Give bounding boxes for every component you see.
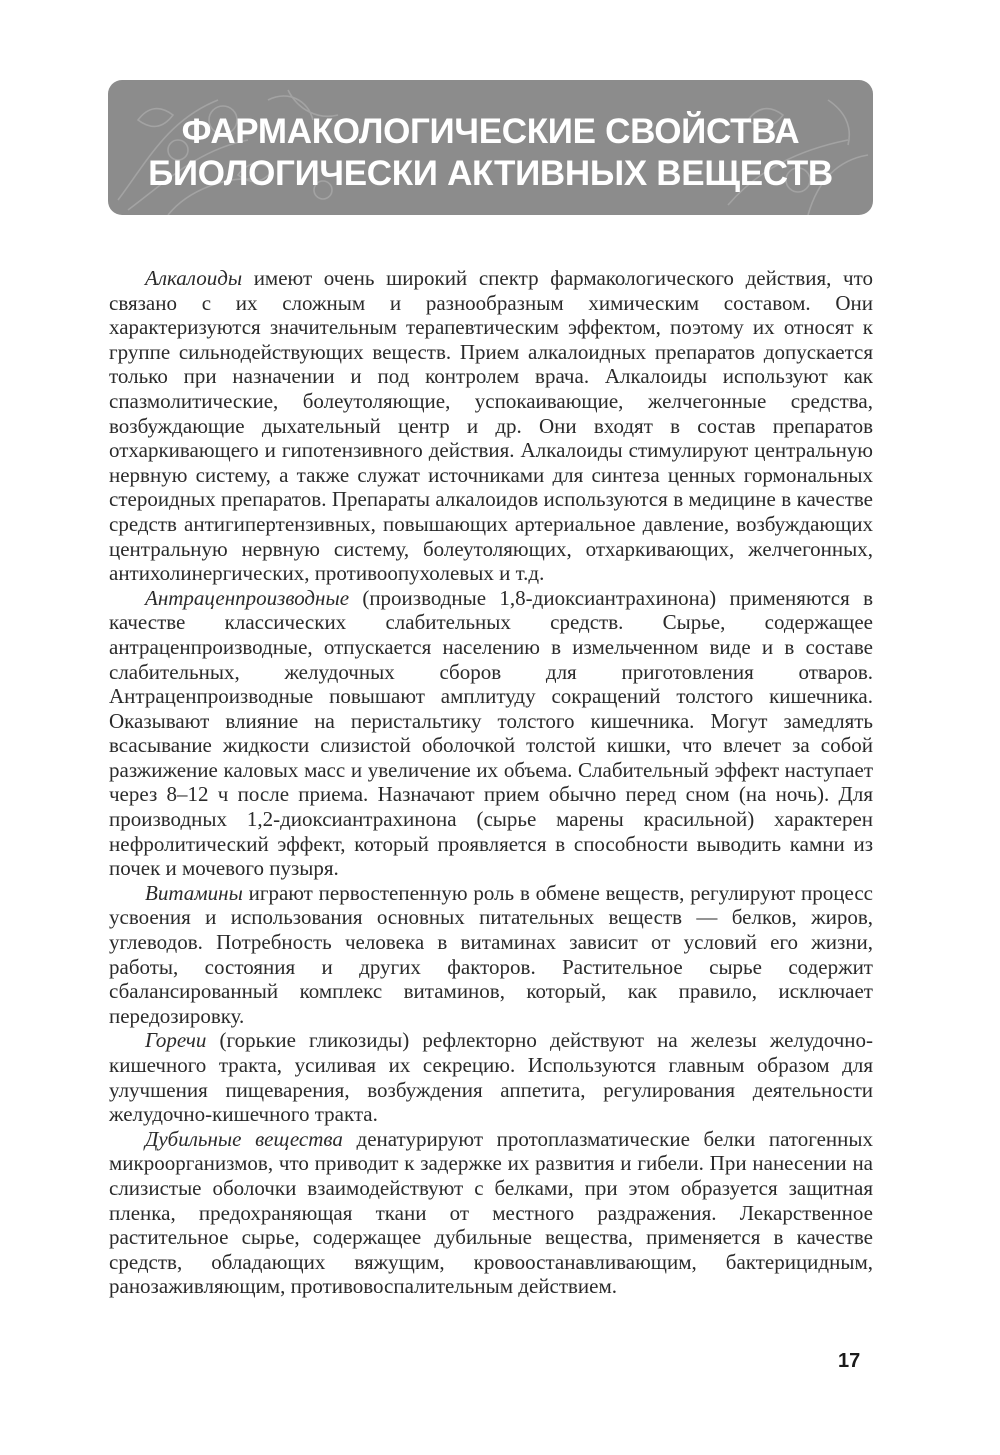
- term-bitters: Горечи: [145, 1028, 207, 1053]
- paragraph-anthracene-derivatives: [109, 586, 873, 881]
- paragraph-vitamins: [109, 881, 873, 1029]
- paragraph-bitters: [109, 1028, 873, 1126]
- paragraph-text: денатурируют протоплазматические белки патогенных микроорганизмов, что приводит к задержке их развития и гибели. При нанесении на слизистые оболочки взаимодействуют с белками, при этом образуется защитная пленка, предохраняющая ткани от местного раздражения. Лекарственное растительное сырье, содержащее дубильные вещества, применяется в качестве средств, обладающих вяжущим, кровоостанавливающим, бактерицидным, ранозаживляющим, противовоспалительным действием.: [109, 1126, 873, 1299]
- paragraph-alkaloids: [109, 266, 873, 586]
- paragraph-tannins: [109, 1127, 873, 1299]
- body-text: [109, 266, 873, 1299]
- chapter-title-line-2: БИОЛОГИЧЕСКИ АКТИВНЫХ ВЕЩЕСТВ: [148, 154, 833, 193]
- chapter-header-banner: [108, 80, 873, 215]
- term-anthracene-derivatives: Антраценпроизводные: [145, 585, 350, 610]
- paragraph-text: (горькие гликозиды) рефлекторно действуют на железы желудочно-кишечного тракта, усиливая их секрецию. Используются главным образом для улучшения пищеварения, возбуждения аппетита, регулирования деятельности желудочно-кишечного тракта.: [109, 1028, 873, 1127]
- paragraph-text: играют первостепенную роль в обмене веществ, регулируют процесс усвоения и использования основных питательных веществ — белков, жиров, углеводов. Потребность человека в витаминах зависит от условий его жизни, работы, состояния и других факторов. Растительное сырье содержит сбалансированный комплекс витаминов, который, как правило, исключает передозировку.: [109, 880, 873, 1028]
- paragraph-text: имеют очень широкий спектр фармакологического действия, что связано с их сложным и разнообразным химическим составом. Они характеризуются значительным терапевтическим эффектом, поэтому их относят к группе сильнодействующих веществ. Прием алкалоидных препаратов допускается только при назначении и под контролем врача. Алкалоиды используют как спазмолитические, болеутоляющие, успокаивающие, желчегонные средства, возбуждающие дыхательный центр и др. Они входят в состав препаратов отхаркивающего и гипотензивного действия. Алкалоиды стимулируют центральную нервную систему, а также служат источниками для синтеза ценных гормональных стероидных препаратов. Препараты алкалоидов используются в медицине в качестве средств антигипертензивных, повышающих артериальное давление, возбуждающих центральную нервную систему, болеутоляющих, отхаркивающих, желчегонных, антихолинергических, противоопухолевых и т.д.: [109, 266, 873, 586]
- page-number: 17: [838, 1350, 861, 1372]
- term-alkaloids: Алкалоиды: [145, 266, 243, 290]
- term-tannins: Дубильные вещества: [145, 1126, 343, 1151]
- paragraph-text: (производные 1,8-диоксиантрахинона) применяются в качестве классических слабительных средств. Сырье, содержащее антраценпроизводные, отпускается населению в измельченном виде и в составе слабительных, желудочных сборов для приготовления отваров. Антраценпроизводные повышают амплитуду сокращений толстого кишечника. Оказывают влияние на перистальтику толстого кишечника. Могут замедлять всасывание жидкости слизистой оболочкой толстой кишки, что влечет за собой разжижение каловых масс и увеличение их объема. Слабительный эффект наступает через 8–12 ч после приема. Назначают прием обычно перед сном (на ночь). Для производных 1,2-диоксиантрахинона (сырье марены красильной) характерен нефролитический эффект, который проявляется в способности выводить камни из почек и мочевого пузыря.: [109, 585, 873, 881]
- chapter-title-line-1: ФАРМАКОЛОГИЧЕСКИЕ СВОЙСТВА: [181, 112, 800, 151]
- chapter-title: [108, 111, 873, 195]
- term-vitamins: Витамины: [145, 880, 243, 905]
